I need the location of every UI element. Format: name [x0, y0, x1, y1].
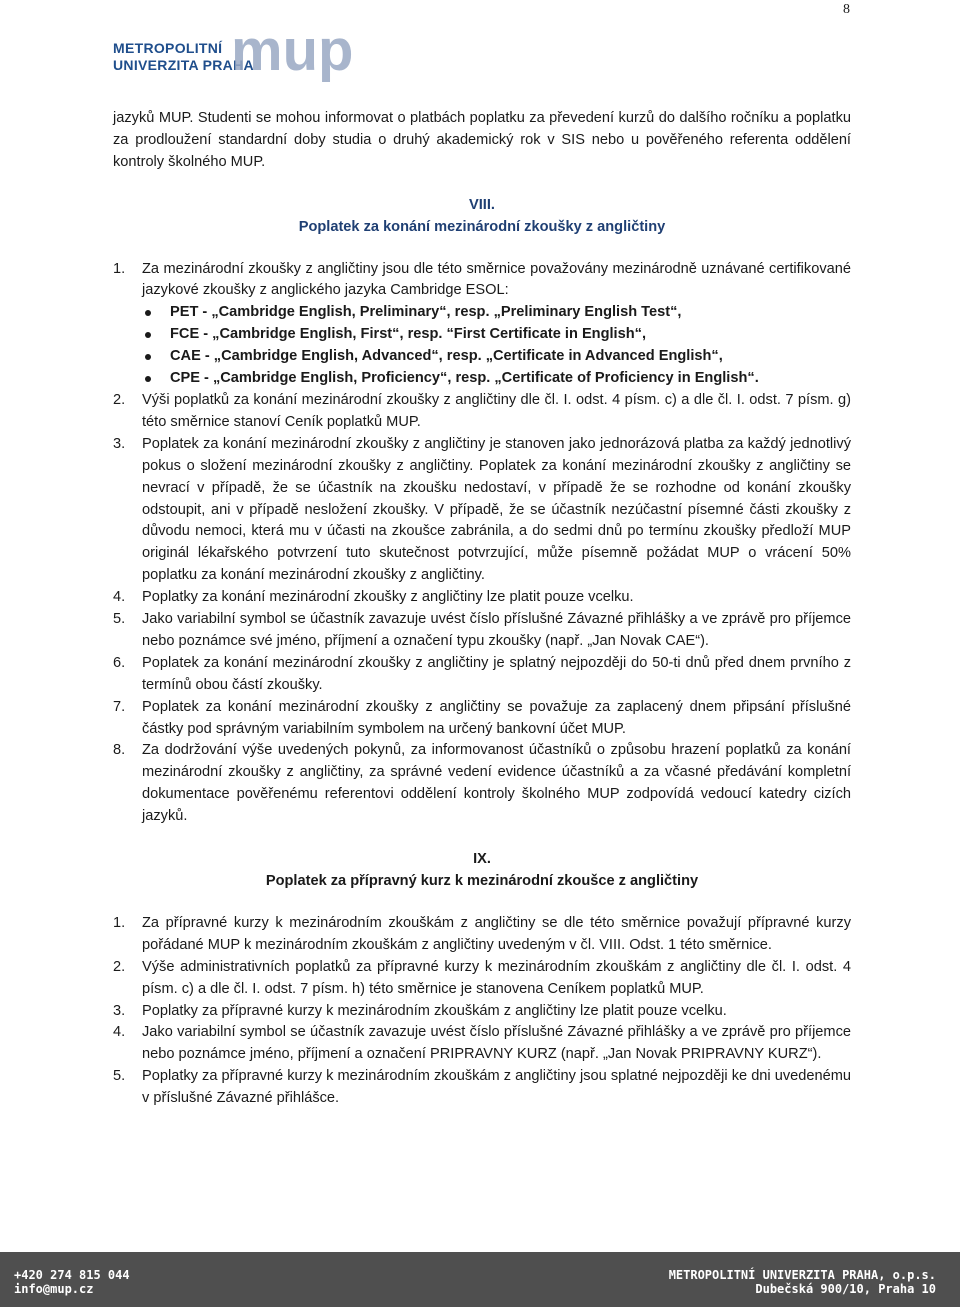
bullet-item: CAE - „Cambridge English, Advanced“, resp. „Certificate in Advanced English“, — [142, 346, 851, 368]
list-text: Poplatek za konání mezinárodní zkoušky z angličtiny se považuje za zaplacený dnem připsání příslušné částky pod správným variabilním symbolem na určený bankovní účet MUP. — [142, 698, 851, 737]
footer-address-block — [669, 1268, 936, 1296]
exam-bullet-list — [142, 302, 851, 390]
list-number: 2. — [113, 391, 126, 408]
list-text: Za přípravné kurzy k mezinárodním zkouškám z angličtiny se dle této směrnice považují přípravné kurzy pořádané MUP k mezinárodním zkouškám z angličtiny uvedeným v čl. VIII. Odst. 1 této směrnice. — [142, 914, 851, 953]
section-8-list — [113, 259, 851, 829]
list-number: 8. — [113, 742, 126, 759]
list-item — [113, 740, 851, 828]
footer-contact — [14, 1268, 130, 1296]
list-number: 4. — [113, 589, 126, 606]
list-number: 1. — [113, 260, 126, 277]
page-footer — [0, 1252, 960, 1307]
bullet-item: CPE - „Cambridge English, Proficiency“, resp. „Certificate of Proficiency in English“. — [142, 368, 851, 390]
document-body — [113, 108, 851, 1110]
footer-email[interactable]: info@mup.cz — [14, 1282, 94, 1296]
list-item — [113, 697, 851, 741]
list-text: Poplatek za konání mezinárodní zkoušky z angličtiny je stanoven jako jednorázová platba za každý jednotlivý pokus o složení mezinárodní zkoušky z angličtiny. Poplatek za konání mezinárodní zkoušky z angličtiny se nevrací v případě, že se účastník na zkoušku nedostaví, v případě že se rozhodne od konání zkoušky odstoupit, ani v případě nesložení zkoušky. V případě, že se účastník nezúčastní písemné části zkoušky z důvodu nemoci, která mu v účasti na zkoušce zabránila, a do sedmi dnů po termínu zkoušky předloží MUP originál lékařského potvrzení tuto skutečnost potvrzující, může písemně požádat MUP o vrácení 50% poplatku za konání mezinárodní zkoušky z angličtiny. — [142, 435, 851, 584]
footer-organization: METROPOLITNÍ UNIVERZITA PRAHA, o.p.s. — [668, 1268, 936, 1282]
list-number: 1. — [113, 914, 126, 931]
list-item — [113, 653, 851, 697]
list-number: 5. — [113, 1068, 126, 1085]
list-number: 3. — [113, 435, 126, 452]
page-number: 8 — [843, 2, 850, 17]
bullet-item: FCE - „Cambridge English, First“, resp. “First Certificate in English“, — [142, 324, 851, 346]
list-text: Poplatky za přípravné kurzy k mezinárodním zkouškám z angličtiny jsou splatné nejpozději ke dni uvedenému v příslušné Závazné přihlášce. — [142, 1068, 851, 1107]
list-item — [113, 609, 851, 653]
list-text: Poplatek za konání mezinárodní zkoušky z angličtiny je splatný nejpozději do 50-ti dnů před dnem prvního z termínů obou částí zkoušky. — [142, 654, 851, 693]
intro-paragraph: jazyků MUP. Studenti se mohou informovat o platbách poplatku za převedení kurzů do dalšího ročníku a poplatku za prodloužení standardní doby studia o druhý akademický rok v SIS nebo u pověřeného referenta oddělení kontroly školného MUP. — [113, 110, 851, 170]
list-text: Za mezinárodní zkoušky z angličtiny jsou dle této směrnice považovány mezinárodně uznávané certifikované jazykové zkoušky z anglického jazyka Cambridge ESOL: — [142, 260, 851, 299]
logo-line-1: METROPOLITNÍ — [113, 40, 223, 56]
list-text: Poplatky za přípravné kurzy k mezinárodním zkouškám z angličtiny lze platit pouze vcelku. — [142, 1002, 727, 1019]
footer-address: Dubečská 900/10, Praha 10 — [755, 1282, 936, 1296]
list-item — [113, 259, 851, 390]
list-item — [113, 587, 851, 609]
mup-logo-icon — [229, 18, 354, 83]
list-number: 2. — [113, 958, 126, 975]
bullet-item: PET - „Cambridge English, Preliminary“, resp. „Preliminary English Test“, — [142, 302, 851, 324]
list-number: 3. — [113, 1002, 126, 1019]
list-text: Výši poplatků za konání mezinárodní zkoušky z angličtiny dle čl. I. odst. 4 písm. c) a dle čl. I. odst. 7 písm. g) této směrnice stanoví Ceník poplatků MUP. — [142, 391, 851, 430]
list-item — [113, 1001, 851, 1023]
section-8-number: VIII. — [469, 196, 495, 213]
footer-phone: +420 274 815 044 — [14, 1268, 130, 1282]
list-text: Jako variabilní symbol se účastník zavazuje uvést číslo příslušné Závazné přihlášky a ve zprávě pro příjemce nebo poznámce jméno, příjmení a označení PRIPRAVNY KURZ (např. „Jan Novak PRIPRAVNY KURZ“). — [142, 1024, 851, 1063]
logo-mark-letters: mup — [231, 18, 354, 83]
section-9-list — [113, 913, 851, 1110]
list-number: 7. — [113, 698, 126, 715]
list-text: Za dodržování výše uvedených pokynů, za informovanost účastníků o způsobu hrazení poplatků za konání mezinárodní zkoušky z angličtiny, za správné vedení evidence účastníků a za včasné předávání kompletní dokumentace pověřenému referentovi oddělení kontroly školného MUP zodpovídá vedoucí katedry cizích jazyků. — [142, 742, 851, 825]
list-number: 6. — [113, 654, 126, 671]
list-item — [113, 434, 851, 587]
section-8-title: Poplatek za konání mezinárodní zkoušky z angličtiny — [298, 218, 666, 235]
list-text: Výše administrativních poplatků za přípravné kurzy k mezinárodním zkouškám z angličtiny dle čl. I. odst. 4 písm. c) a dle čl. I. odst. 7 písm. h) této směrnice je stanovena Ceníkem poplatků MUP. — [142, 958, 851, 997]
university-logo — [113, 18, 354, 84]
list-text: Jako variabilní symbol se účastník zavazuje uvést číslo příslušné Závazné přihlášky a ve zprávě pro příjemce nebo poznámce své jméno, příjmení a označení typu zkoušky (např. „Jan Novak CAE“). — [142, 611, 851, 649]
list-item — [113, 390, 851, 434]
list-item — [113, 1066, 851, 1110]
list-number: 5. — [113, 611, 126, 628]
list-text: Poplatky za konání mezinárodní zkoušky z angličtiny lze platit pouze vcelku. — [142, 589, 634, 606]
list-number: 4. — [113, 1024, 126, 1041]
list-item — [113, 1022, 851, 1066]
section-9-number: IX. — [473, 851, 491, 868]
logo-line-2: UNIVERZITA PRAHA — [113, 57, 254, 73]
list-item — [113, 957, 851, 1001]
list-item — [113, 913, 851, 957]
section-9-title: Poplatek za přípravný kurz k mezinárodní zkoušce z angličtiny — [265, 873, 699, 889]
